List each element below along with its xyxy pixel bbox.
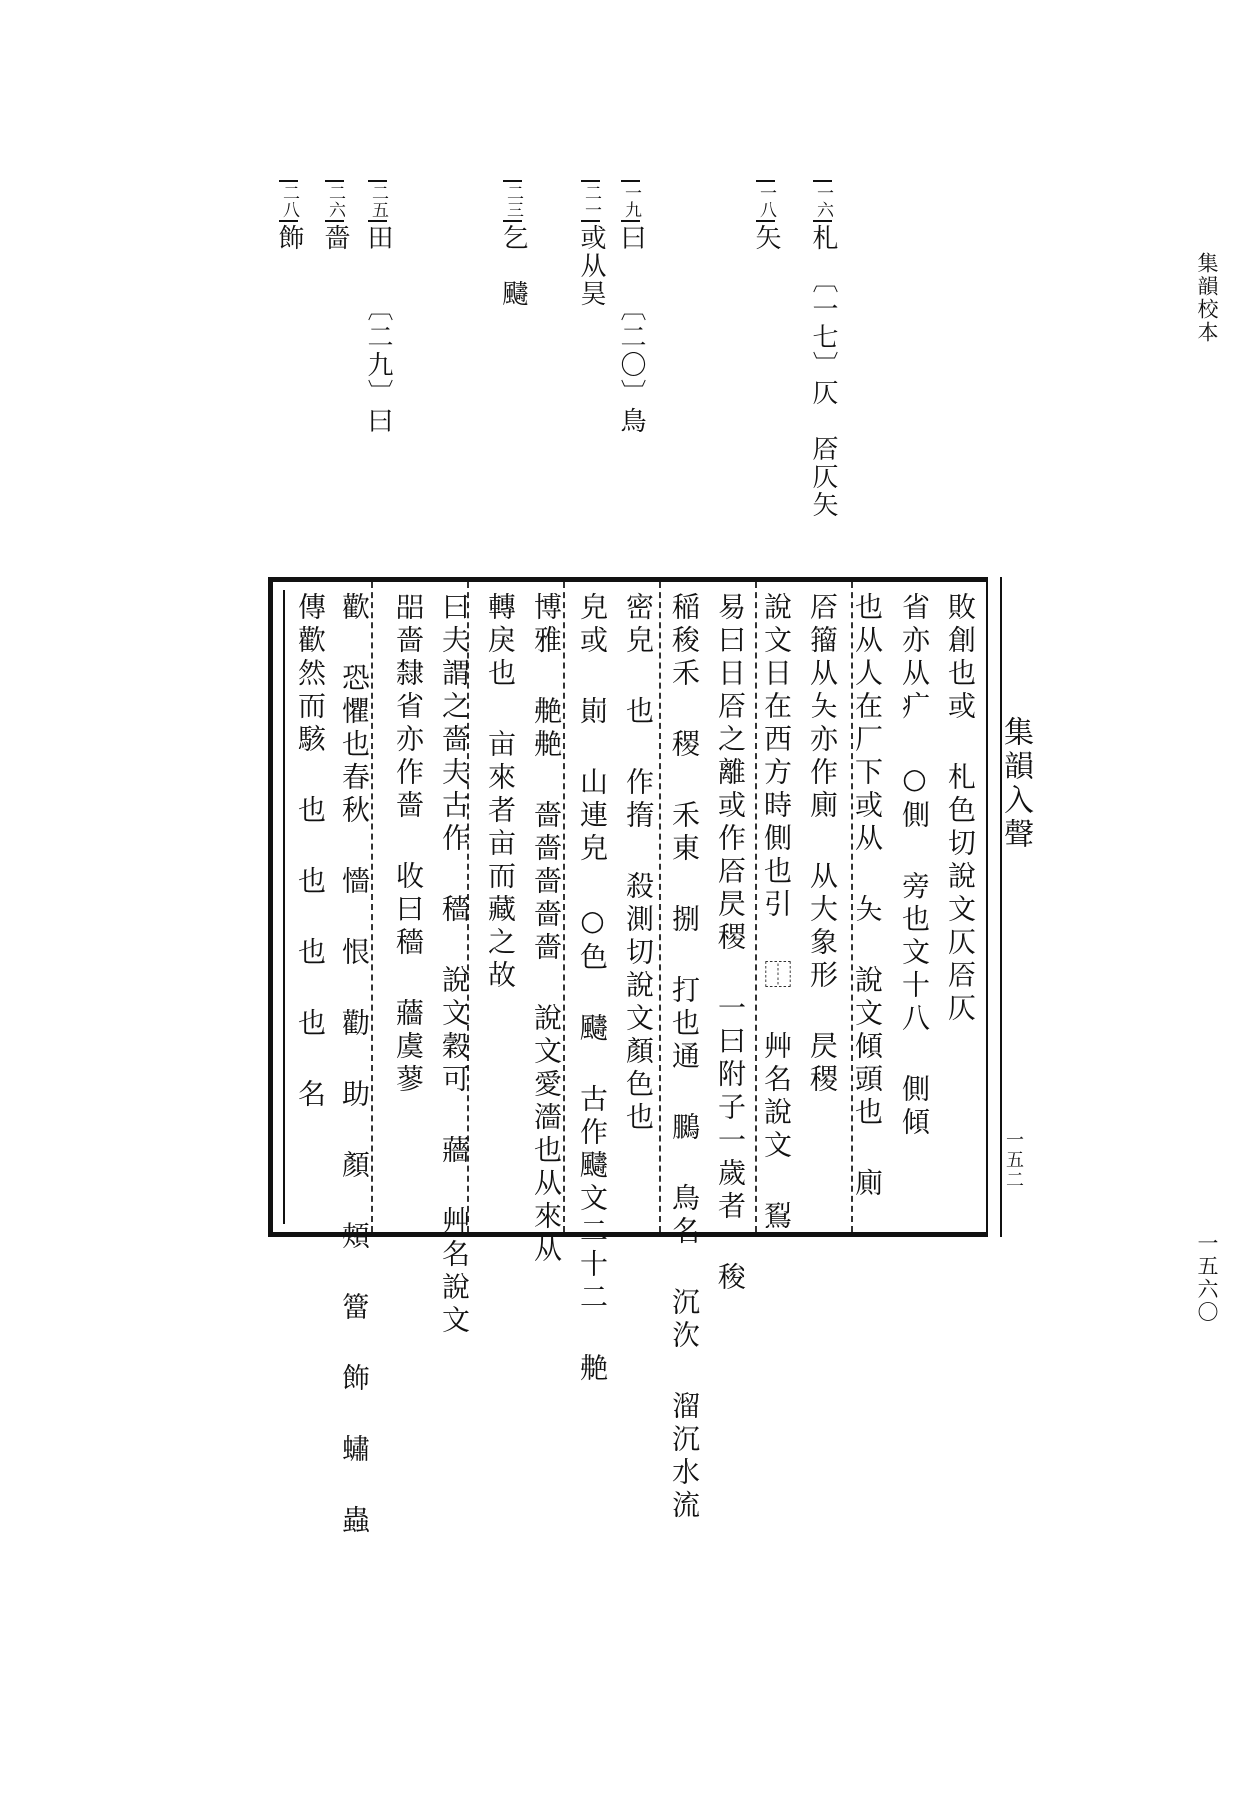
text-line: 曰夫謂之嗇夫古作 穡 說文穀可 蘠 艸名說文 <box>438 592 471 1338</box>
text-line: 易曰日㕉之離或作㕉昃稷 一曰附子一歲者 稄 <box>714 592 747 1295</box>
note-marker: 一九 <box>621 180 640 222</box>
collation-note <box>753 178 779 252</box>
note-marker: 二八 <box>279 180 298 222</box>
collation-note <box>322 178 348 252</box>
book-title: 集韻校本 <box>1195 252 1219 344</box>
note-marker: 一八 <box>756 180 775 222</box>
column-rule <box>659 582 661 1232</box>
text-line: 省亦从疒 ○側 旁也文十八 側傾 <box>898 592 931 1140</box>
collation-note <box>578 178 604 308</box>
note-marker: 二六 <box>325 180 344 222</box>
text-line: 歡 恐懼也春秋 懎 恨 勸 助 顏 頰 簹 飾 蟰 蟲 <box>338 592 371 1538</box>
note-text: 札 〔一七〕仄 㕉仄矢 <box>808 224 838 519</box>
page-number: 一五六〇 <box>1195 1232 1219 1324</box>
text-line: 密皃 也 作㨊 殺測切說文顏色也 <box>622 592 655 1135</box>
text-line: 傳歡然而駭 也 也 也 也 名 <box>294 592 327 1112</box>
block-margin-folio: 一五二 <box>1003 1130 1024 1190</box>
note-text: 飾 <box>274 224 304 252</box>
note-text: 或从昊 <box>576 224 606 308</box>
collation-note <box>276 178 302 252</box>
text-line: 㗊嗇隸省亦作嗇 收曰穡 蘠虞蓼 <box>392 592 425 1097</box>
collation-note <box>365 178 391 435</box>
note-text: 矢 <box>751 224 781 252</box>
note-text: 嗇 <box>320 224 350 252</box>
note-marker: 二三 <box>503 180 522 222</box>
column-rule <box>755 582 757 1232</box>
text-line: 博雅 艴艴 嗇嗇嗇嗇嗇 說文愛濇也从來从 <box>530 592 563 1267</box>
block-margin-strip <box>990 577 1002 1237</box>
text-line: 皃或 崱 山連皃 ○色 䬞 古作䬞文二十二 艴 <box>576 592 609 1386</box>
note-marker: 二五 <box>368 180 387 222</box>
column-rule <box>371 582 373 1232</box>
frame-inner-rule <box>283 590 285 1224</box>
note-text: 田 〔二九〕曰 <box>363 224 393 435</box>
text-line: 也从人在厂下或从 夨 說文傾頭也 廁 <box>851 592 884 1201</box>
note-text: 曰 〔二〇〕鳥 <box>616 224 646 435</box>
text-line: 轉戾也 亩來者亩而藏之故 <box>484 592 517 993</box>
block-margin-title: 集韻入聲 <box>998 716 1033 852</box>
text-line: 敗創也或 札色切說文仄㕉仄 <box>944 592 977 1026</box>
note-text: 乞 䬞 <box>498 224 528 308</box>
collation-note <box>618 178 644 435</box>
collation-note <box>500 178 526 308</box>
column-rule <box>563 582 565 1232</box>
note-marker: 一六 <box>813 180 832 222</box>
text-line: 說文日在西方時側也引 ⿰ 艸名說文 鴷 <box>760 592 793 1234</box>
collation-note <box>810 178 836 519</box>
note-marker: 二一 <box>581 180 600 222</box>
text-line: 稲稄禾 稷 禾東 捌 打也通 鵩 鳥名 沉㳄 溜沉水流 <box>668 592 701 1523</box>
text-line: 㕉籀从夨亦作廁 从大象形 昃稷 <box>806 592 839 1097</box>
